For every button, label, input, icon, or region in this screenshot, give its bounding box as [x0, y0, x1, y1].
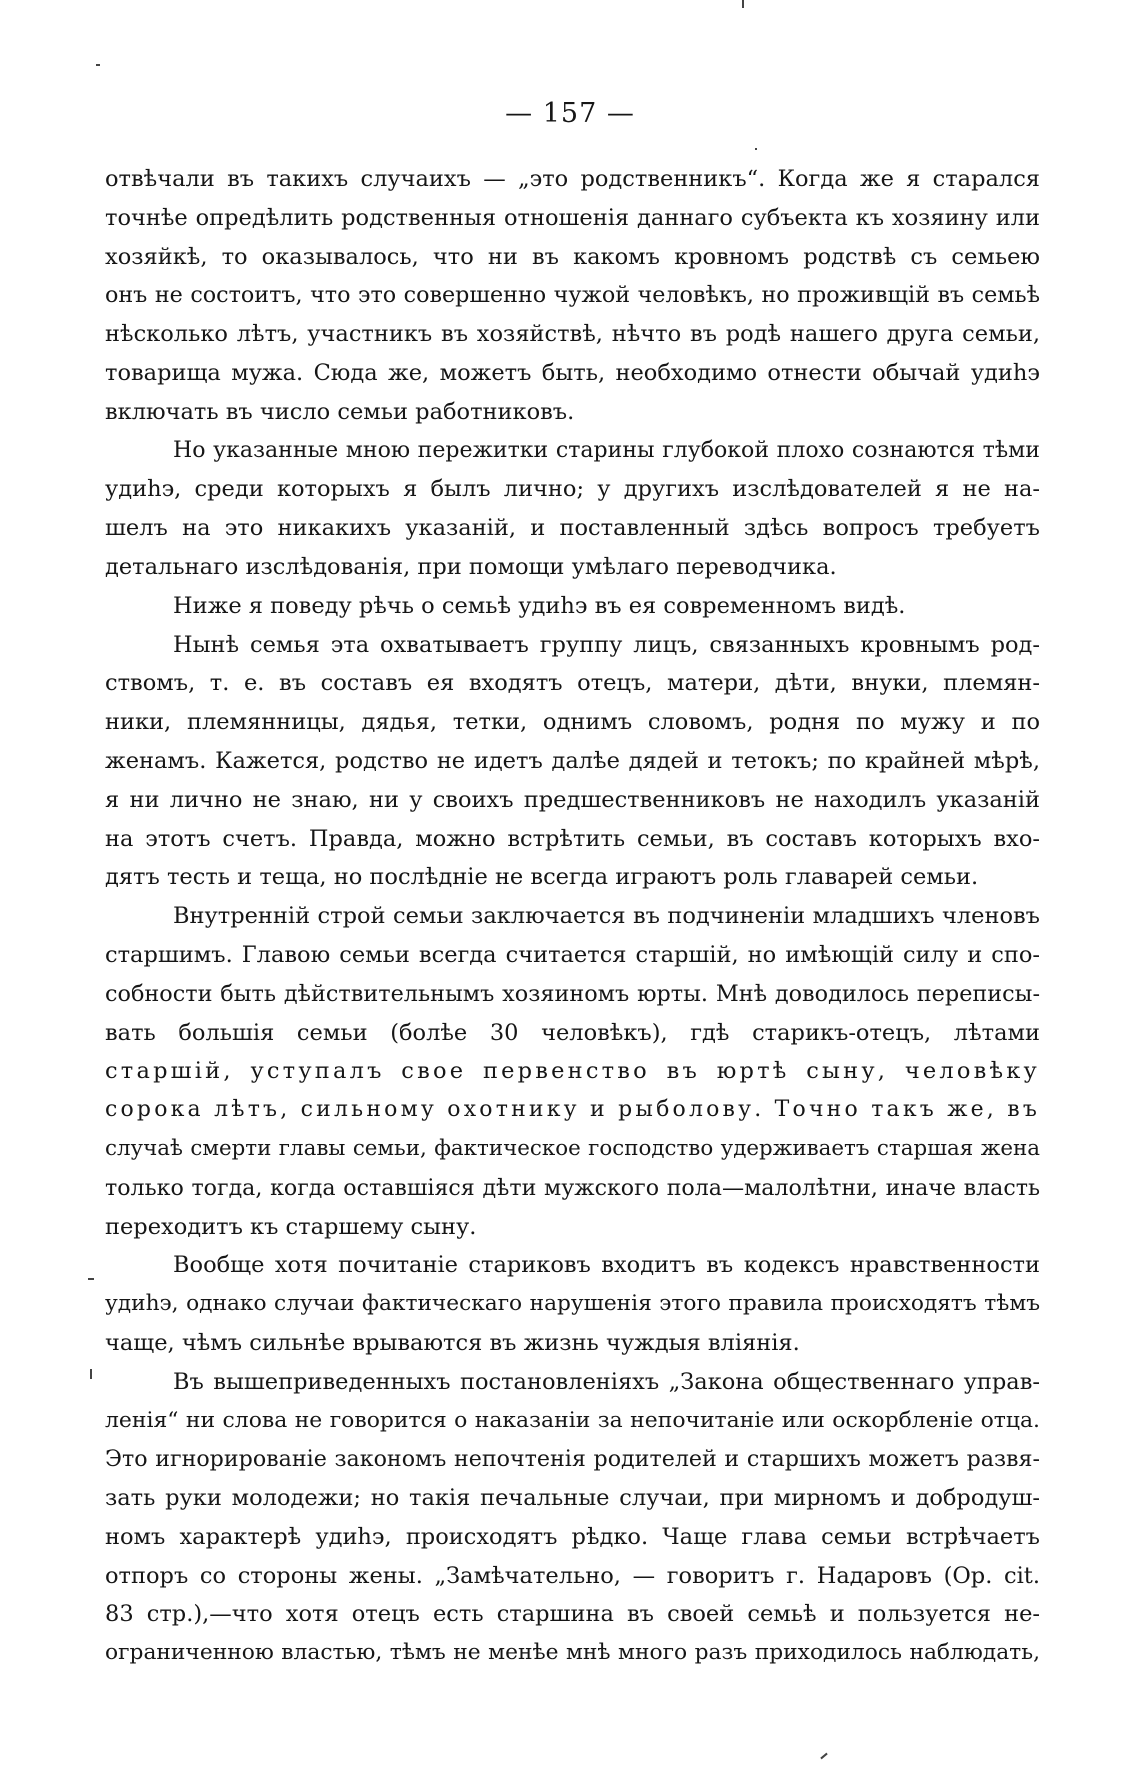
- text-line: онъ не состоитъ, что это совершенно чужой человѣкъ, но проживщій въ семьѣ: [105, 282, 1040, 309]
- text-line: старшимъ. Главою семьи всегда считается старшій, но имѣющій силу и спо-: [105, 941, 1040, 968]
- text-line: вать большія семьи (болѣе 30 человѣкъ), гдѣ старикъ-отецъ, лѣтами: [105, 1019, 1040, 1046]
- paragraph-start-line: Ниже я поведу рѣчь о семьѣ удиһэ въ ея современномъ видѣ.: [173, 592, 906, 619]
- text-line: хозяйкѣ, то оказывалось, что ни въ какомъ кровномъ родствѣ съ семьею: [105, 243, 1040, 270]
- page-number: — 157 —: [505, 98, 635, 129]
- print-speck: [755, 148, 757, 150]
- text-line: я ни лично не знаю, ни у своихъ предшественниковъ не находилъ указаній: [105, 786, 1040, 813]
- paragraph-start-line: Внутренній строй семьи заключается въ подчиненіи младшихъ членовъ: [173, 903, 1040, 930]
- paragraph-start-line: Нынѣ семья эта охватываетъ группу лицъ, связанныхъ кровнымъ род-: [173, 631, 1040, 658]
- text-line-spaced: старшій, уступалъ свое первенство въ юртѣ сыну, человѣку: [105, 1058, 1040, 1085]
- text-line: удиһэ, однако случаи фактическаго нарушенія этого правила происходятъ тѣмъ: [105, 1291, 1040, 1317]
- text-line: собности быть дѣйствительнымъ хозяиномъ юрты. Мнѣ доводилось переписы-: [105, 980, 1040, 1007]
- text-line: ленія“ ни слова не говорится о наказаніи за непочитаніе или оскорбленіе отца.: [105, 1407, 1040, 1433]
- text-line: детальнаго изслѣдованія, при помощи умѣлаго переводчика.: [105, 553, 837, 580]
- text-line: ограниченною властью, тѣмъ не менѣе мнѣ много разъ приходилось наблюдать,: [105, 1640, 1040, 1666]
- text-line: дятъ тесть и теща, но послѣдніе не всегда играютъ роль главарей семьи.: [105, 864, 979, 891]
- print-speck: [90, 1369, 92, 1379]
- text-line: отпоръ со стороны жены. „Замѣчательно, — говоритъ г. Надаровъ (Op. cit.: [105, 1562, 1040, 1589]
- paragraph-start-line: Но указанные мною пережитки старины глубокой плохо сознаются тѣми: [173, 437, 1040, 463]
- print-speck: [96, 64, 100, 66]
- text-line: ники, племянницы, дядья, тетки, однимъ словомъ, родня по мужу и по: [105, 709, 1040, 736]
- text-line: отвѣчали въ такихъ случаихъ — „это родственникъ“. Когда же я старался: [105, 166, 1040, 192]
- print-speck: [820, 1753, 827, 1760]
- text-line: нѣсколько лѣтъ, участникъ въ хозяйствѣ, нѣчто въ родѣ нашего друга семьи,: [105, 321, 1040, 348]
- text-line: шелъ на это никакихъ указаній, и поставленный здѣсь вопросъ требуетъ: [105, 515, 1040, 542]
- text-line: товарища мужа. Сюда же, можетъ быть, необходимо отнести обычай удиһэ: [105, 359, 1040, 386]
- paragraph-start-line: Вообще хотя почитаніе стариковъ входитъ въ кодексъ нравственности: [173, 1252, 1040, 1279]
- text-line: включать въ число семьи работниковъ.: [105, 398, 575, 425]
- text-line: на этотъ счетъ. Правда, можно встрѣтить семьи, въ составъ которыхъ вхо-: [105, 825, 1040, 852]
- text-line: женамъ. Кажется, родство не идетъ далѣе дядей и тетокъ; по крайней мѣрѣ,: [105, 747, 1040, 774]
- text-line: ствомъ, т. е. въ составъ ея входятъ отецъ, матери, дѣти, внуки, племян-: [105, 670, 1040, 697]
- text-line: переходитъ къ старшему сыну.: [105, 1213, 477, 1240]
- text-line: удиһэ, среди которыхъ я былъ лично; у другихъ изслѣдователей я не на-: [105, 476, 1040, 503]
- print-speck: [742, 0, 744, 8]
- text-line: Это игнорированіе закономъ непочтенія родителей и старшихъ можетъ развя-: [105, 1446, 1040, 1473]
- text-line: номъ характерѣ удиһэ, происходятъ рѣдко. Чаще глава семьи встрѣчаетъ: [105, 1523, 1040, 1550]
- print-speck: [88, 1278, 94, 1280]
- text-line: точнѣе опредѣлить родственныя отношенія даннаго субъекта къ хозяину или: [105, 204, 1040, 231]
- body-text: [105, 160, 1040, 1673]
- text-line: чаще, чѣмъ сильнѣе врываются въ жизнь чуждыя вліянія.: [105, 1329, 800, 1356]
- text-line: 83 стр.),—что хотя отецъ есть старшина въ своей семьѣ и пользуется не-: [105, 1601, 1040, 1628]
- paragraph-start-line: Въ вышеприведенныхъ постановленіяхъ „Закона общественнаго управ-: [173, 1368, 1040, 1395]
- text-line: зать руки молодежи; но такія печальные случаи, при мирномъ и добродуш-: [105, 1485, 1040, 1512]
- text-line: только тогда, когда оставшіяся дѣти мужского пола—малолѣтни, иначе власть: [105, 1174, 1040, 1201]
- text-line-spaced: сорока лѣтъ, сильному охотнику и рыболову. Точно такъ же, въ: [105, 1097, 1040, 1123]
- text-line: случаѣ смерти главы семьи, фактическое господство удерживаетъ старшая жена: [105, 1135, 1040, 1161]
